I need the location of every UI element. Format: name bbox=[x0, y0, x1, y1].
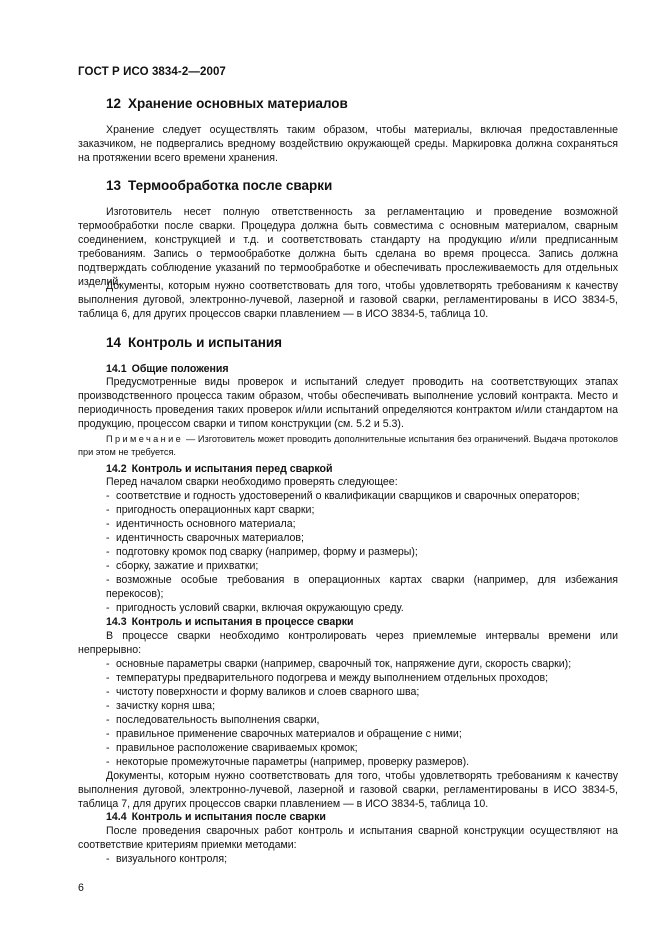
subsection-14-4-paragraph: После проведения сварочных работ контроль и испытания сварной конструкции осуществляют на соответствие критериям приемки методами: bbox=[78, 825, 618, 851]
section-title: Контроль и испытания bbox=[128, 335, 283, 350]
section-number: 12 bbox=[106, 96, 122, 111]
list-item: - возможные особые требования в операционных картах сварки (например, для избежания перекосов); bbox=[106, 574, 618, 600]
subsection-14-4-heading bbox=[106, 811, 326, 823]
note bbox=[78, 433, 618, 458]
note-text: — Изготовитель может проводить дополнительные испытания без ограничений. Выдача протоколов при этом не требуется. bbox=[78, 434, 618, 457]
list-item: - пригодность условий сварки, включая окружающую среду. bbox=[106, 602, 404, 614]
list-item: - идентичность основного материала; bbox=[106, 518, 296, 530]
subsection-number: 14.3 bbox=[106, 616, 127, 628]
section-13-heading bbox=[106, 178, 332, 193]
subsection-title: Контроль и испытания перед сваркой bbox=[131, 463, 333, 475]
list-item: - подготовку кромок под сварку (например, форму и размеры); bbox=[106, 546, 418, 558]
list-item: - последовательность выполнения сварки, bbox=[106, 714, 320, 726]
section-title: Термообработка после сварки bbox=[128, 178, 333, 193]
subsection-title: Контроль и испытания после сварки bbox=[131, 811, 326, 823]
list-item: - пригодность операционных карт сварки; bbox=[106, 504, 315, 516]
section-number: 14 bbox=[106, 335, 122, 350]
subsection-14-3-heading bbox=[106, 616, 354, 628]
subsection-14-2-intro: Перед началом сварки необходимо проверять следующее: bbox=[106, 476, 398, 488]
subsection-number: 14.2 bbox=[106, 463, 127, 475]
list-item: - визуального контроля; bbox=[106, 853, 228, 865]
subsection-title: Общие положения bbox=[131, 363, 229, 375]
document-header: ГОСТ Р ИСО 3834-2—2007 bbox=[78, 66, 226, 78]
section-13-paragraph-2: Документы, которым нужно соответствовать для того, чтобы удовлетворять требованиям к качеству выполнения дуговой, электронно-лучевой, лазерной и газовой сварки, регламентированы в ИСО 3834-5, таблица 6, для других процессов сварки плавлением — в ИСО 3834-5, таблица 10. bbox=[78, 280, 618, 320]
section-12-heading bbox=[106, 96, 348, 111]
section-14-heading bbox=[106, 335, 282, 350]
list-item: - сборку, зажатие и прихватки; bbox=[106, 560, 259, 572]
subsection-14-1-heading bbox=[106, 363, 229, 375]
list-item: - идентичность сварочных материалов; bbox=[106, 532, 304, 544]
section-title: Хранение основных материалов bbox=[128, 96, 348, 111]
list-item: - основные параметры сварки (например, сварочный ток, напряжение дуги, скорость сварки); bbox=[106, 658, 572, 670]
list-item: - зачистку корня шва; bbox=[106, 700, 216, 712]
subsection-title: Контроль и испытания в процессе сварки bbox=[131, 616, 354, 628]
subsection-14-3-intro: В процессе сварки необходимо контролировать через приемлемые интервалы времени или непрерывно: bbox=[78, 630, 618, 656]
subsection-number: 14.4 bbox=[106, 811, 127, 823]
list-item: - правильное применение сварочных материалов и обращение с ними; bbox=[106, 728, 462, 740]
list-item: - правильное расположение свариваемых кромок; bbox=[106, 742, 358, 754]
note-label: Примечание bbox=[106, 434, 184, 444]
subsection-14-2-heading bbox=[106, 463, 333, 475]
page-number: 6 bbox=[78, 882, 84, 894]
list-item: - температуры предварительного подогрева и между выполнением отдельных проходов; bbox=[106, 672, 549, 684]
list-item: - соответствие и годность удостоверений о квалификации сварщиков и сварочных операторов; bbox=[106, 490, 580, 502]
subsection-14-1-paragraph: Предусмотренные виды проверок и испытаний следует проводить на соответствующих этапах производственного процесса таким образом, чтобы обеспечивать выполнение условий контракта. Место и периодичность проведения таких проверок и/или испытаний определяются контрактом и/или стандартом на продукцию, процессом сварки и типом конструкции (см. 5.2 и 5.3). bbox=[78, 376, 618, 430]
subsection-14-3-paragraph: Документы, которым нужно соответствовать для того, чтобы удовлетворять требованиям к качеству выполнения дуговой, электронно-лучевой, лазерной и газовой сварки, регламентированы в ИСО 3834-5, таблица 7, для других процессов сварки плавлением — в ИСО 3834-5, таблица 10. bbox=[78, 770, 618, 810]
section-12-paragraph: Хранение следует осуществлять таким образом, чтобы материалы, включая предоставленные заказчиком, не подвергались вредному воздействию окружающей среды. Маркировка должна сохраняться на протяжении всего времени хранения. bbox=[78, 124, 618, 164]
section-number: 13 bbox=[106, 178, 122, 193]
list-item: - некоторые промежуточные параметры (например, проверку размеров). bbox=[106, 756, 470, 768]
list-item: - чистоту поверхности и форму валиков и слоев сварного шва; bbox=[106, 686, 420, 698]
section-13-paragraph-1: Изготовитель несет полную ответственность за регламентацию и проведение возможной термообработки после сварки. Процедура должна быть совместима с основным материалом, сварным соединением, конструкцией и т.д. и соответствовать стандарту на продукцию и/или предписанным требованиям. Запись о термообработке должна быть сделана во время процесса. Запись должна подтверждать соблюдение указаний по термообработке и обеспечивать прослеживаемость для отдельных изделий. bbox=[78, 206, 618, 288]
subsection-number: 14.1 bbox=[106, 363, 127, 375]
